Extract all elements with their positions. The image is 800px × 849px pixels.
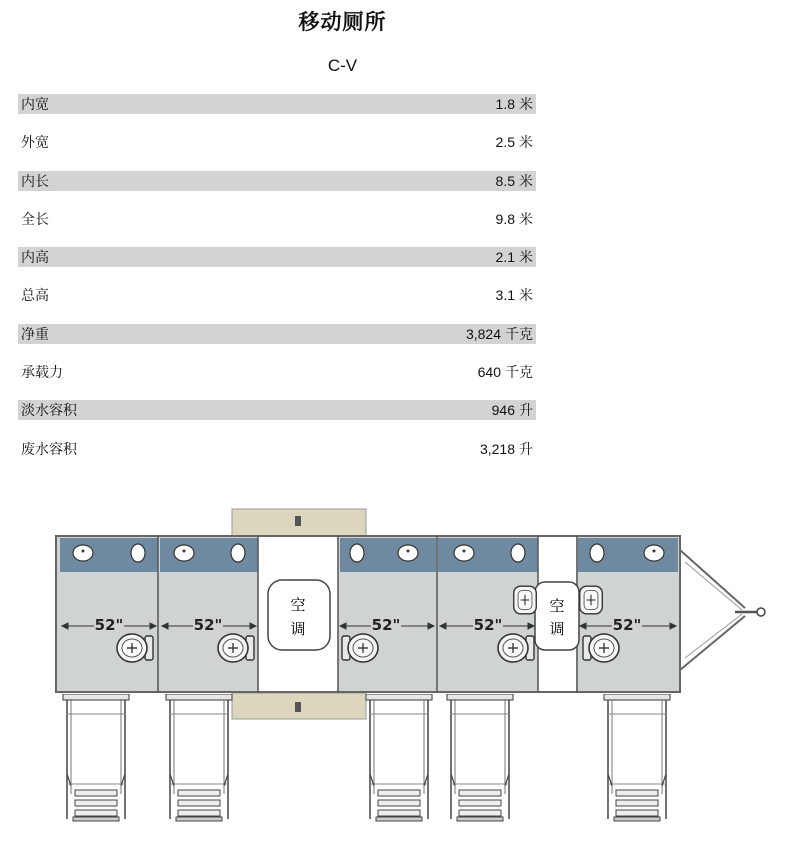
spec-label: 承载力	[21, 365, 63, 382]
ac-label: 调	[549, 620, 565, 638]
spec-row	[18, 400, 536, 420]
spec-label: 内高	[21, 250, 49, 267]
spec-row	[18, 94, 536, 114]
toilet-icon	[583, 634, 619, 662]
spec-label: 内宽	[21, 97, 49, 113]
entry-stairs	[604, 694, 670, 821]
entry-stairs	[166, 694, 232, 821]
spec-row	[18, 209, 536, 229]
spec-label: 废水容积	[21, 441, 77, 458]
page-title: 移动厕所	[298, 10, 387, 34]
ac-label: 调	[290, 620, 306, 638]
spec-row	[18, 439, 536, 459]
toilet-icon	[498, 634, 534, 662]
spec-row	[18, 171, 536, 191]
sink-icon	[73, 545, 93, 561]
spec-value: 3,824 千克	[465, 325, 533, 343]
hatch-latch-top	[295, 516, 301, 526]
model-code: C-V	[327, 56, 358, 75]
hatch-latch-bottom	[295, 702, 301, 712]
entry-stairs	[366, 694, 432, 821]
sink-icon	[350, 544, 364, 562]
spec-row	[18, 247, 536, 267]
sink-icon	[131, 544, 145, 562]
spec-value: 8.5 米	[495, 172, 533, 190]
spec-row	[18, 132, 536, 152]
sink-icon	[174, 545, 194, 561]
spec-label: 全长	[21, 211, 49, 228]
urinal-icon	[514, 586, 537, 614]
entry-stairs	[63, 694, 129, 821]
spec-value: 2.5 米	[495, 134, 533, 152]
spec-table	[18, 94, 536, 477]
sink-icon	[398, 545, 418, 561]
toilet-icon	[218, 634, 254, 662]
entry-stairs	[447, 694, 513, 821]
spec-label: 内长	[21, 173, 49, 190]
sink-icon	[644, 545, 664, 561]
toilet-icon	[117, 634, 153, 662]
spec-value: 946 升	[491, 402, 533, 420]
spec-label: 净重	[21, 326, 49, 343]
ac-label: 空	[290, 596, 306, 614]
spec-value: 9.8 米	[495, 210, 533, 228]
urinal-icon	[580, 586, 603, 614]
hitch	[680, 550, 765, 670]
spec-value: 1.8 米	[495, 96, 533, 113]
stall-width-label: 52"	[473, 616, 503, 634]
stall-width-label: 52"	[371, 616, 401, 634]
ac-unit-right	[535, 582, 579, 650]
ac-unit-left	[268, 580, 330, 650]
ac-label: 空	[549, 597, 565, 615]
sink-icon	[231, 544, 245, 562]
spec-value: 3.1 米	[495, 287, 533, 305]
sink-icon	[454, 545, 474, 561]
stall-width-label: 52"	[94, 616, 124, 634]
spec-label: 总高	[21, 288, 49, 305]
spec-value: 3,218 升	[479, 440, 533, 458]
stall-width-label: 52"	[612, 616, 642, 634]
spec-value: 2.1 米	[495, 249, 533, 267]
sink-icon	[590, 544, 604, 562]
spec-row	[18, 362, 536, 382]
spec-value: 640 千克	[477, 364, 533, 382]
spec-row	[18, 285, 536, 305]
floor-plan-diagram	[0, 500, 800, 840]
toilet-icon	[342, 634, 378, 662]
sink-icon	[511, 544, 525, 562]
spec-label: 淡水容积	[21, 403, 77, 420]
spec-label: 外宽	[21, 135, 49, 152]
stall-width-label: 52"	[193, 616, 223, 634]
spec-row	[18, 324, 536, 344]
